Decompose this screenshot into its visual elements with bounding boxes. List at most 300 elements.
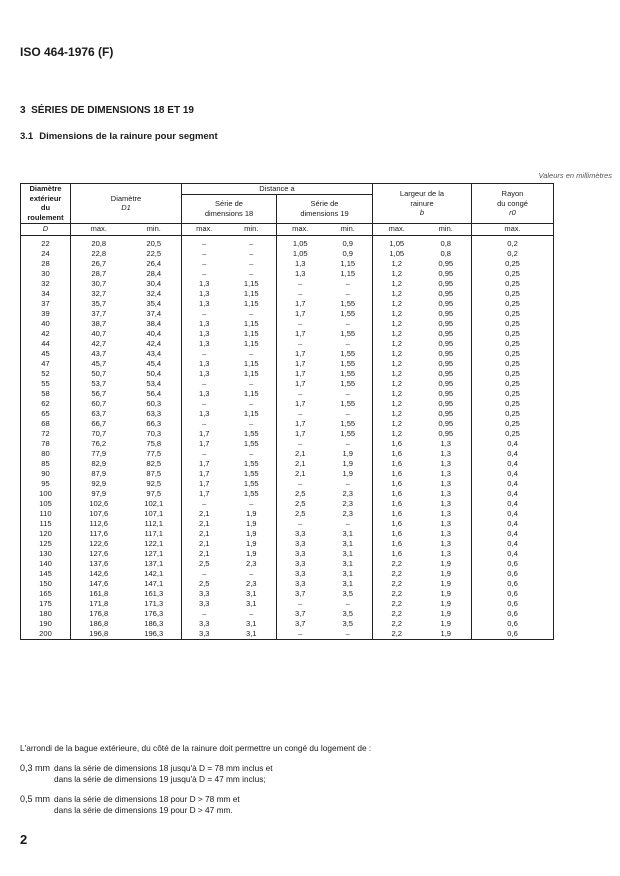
table-cell: 1,3	[421, 539, 472, 549]
note-item	[20, 794, 540, 816]
table-cell: 0,95	[421, 339, 472, 349]
subsection-number: 3.1	[20, 131, 34, 142]
table-cell: 1,55	[227, 439, 277, 449]
table-cell: –	[324, 519, 373, 529]
table-cell: 1,7	[198, 459, 210, 468]
table-cell: –	[324, 289, 373, 299]
subheader-cell: max.	[182, 223, 227, 235]
table-row	[21, 319, 554, 329]
table-cell: 62	[21, 399, 71, 409]
table-cell: 50,4	[127, 369, 182, 379]
subheader-cell: max.	[71, 223, 127, 235]
table-row	[21, 489, 554, 499]
table-cell: 2,5	[294, 489, 306, 498]
table-cell: 70,7	[91, 429, 107, 438]
subheader-cell: min.	[127, 223, 182, 235]
table-cell: 0,25	[505, 359, 520, 368]
table-cell: –	[202, 609, 207, 618]
table-cell: 117,1	[127, 529, 182, 539]
table-cell: 171,8	[89, 599, 109, 608]
table-cell: 1,55	[324, 369, 373, 379]
table-cell: –	[298, 389, 303, 398]
table-cell: –	[202, 249, 207, 258]
table-cell: 2,1	[198, 519, 210, 528]
table-row	[21, 259, 554, 269]
table-cell: 1,7	[294, 379, 306, 388]
table-cell: 66,3	[127, 419, 182, 429]
table-cell: 2,1	[294, 459, 306, 468]
table-cell: 1,55	[227, 479, 277, 489]
header-distance: Distance a	[182, 184, 373, 195]
table-cell: 1,7	[294, 369, 306, 378]
table-cell: 3,3	[198, 599, 210, 608]
table-cell: –	[298, 599, 303, 608]
table-cell: 1,7	[198, 489, 210, 498]
table-cell: 1,2	[391, 269, 403, 278]
document-id: ISO 464-1976 (F)	[20, 45, 114, 59]
table-cell: 1,05	[389, 239, 405, 248]
table-cell: 1,2	[391, 289, 403, 298]
table-cell: 0,8	[421, 249, 472, 259]
table-cell: 0,25	[505, 409, 520, 418]
table-cell: –	[227, 309, 277, 319]
table-cell: –	[324, 439, 373, 449]
table-cell: 1,55	[324, 299, 373, 309]
table-cell: 2,1	[198, 509, 210, 518]
table-cell: 92,9	[91, 479, 107, 488]
table-cell: 3,1	[324, 559, 373, 569]
table-cell: 200	[21, 629, 71, 640]
table-row	[21, 539, 554, 549]
table-cell: 1,6	[391, 499, 403, 508]
table-cell: 2,1	[294, 469, 306, 478]
table-cell: 0,25	[505, 429, 520, 438]
table-cell: 0,95	[421, 429, 472, 439]
table-cell: 165	[21, 589, 71, 599]
table-cell: 1,15	[227, 359, 277, 369]
table-cell: 3,3	[294, 579, 306, 588]
table-cell: –	[298, 339, 303, 348]
table-cell: 37,7	[91, 309, 107, 318]
table-cell: 28,4	[127, 269, 182, 279]
table-cell: 196,3	[127, 629, 182, 640]
table-cell: 1,2	[391, 399, 403, 408]
table-cell: 117,6	[89, 529, 108, 538]
table-cell: 0,95	[421, 379, 472, 389]
table-cell: 0,25	[505, 389, 520, 398]
table-cell: 26,7	[91, 259, 107, 268]
table-cell: 2,3	[324, 509, 373, 519]
table-cell: 127,1	[127, 549, 182, 559]
table-cell: 63,7	[91, 409, 107, 418]
table-cell: 3,1	[324, 529, 373, 539]
table-cell: 110	[21, 509, 71, 519]
table-cell: 1,2	[391, 419, 403, 428]
table-cell: 0,25	[505, 419, 520, 428]
table-cell: 87,9	[91, 469, 107, 478]
table-cell: 76,2	[91, 439, 107, 448]
table-cell: 2,2	[391, 589, 403, 598]
table-cell: –	[227, 259, 277, 269]
table-cell: 0,9	[324, 235, 373, 249]
table-cell: 3,3	[198, 589, 210, 598]
table-row	[21, 499, 554, 509]
table-cell: 1,7	[198, 469, 210, 478]
table-cell: 1,6	[391, 509, 403, 518]
table-cell: 1,3	[198, 409, 210, 418]
table-cell: –	[202, 239, 207, 248]
table-cell: 1,9	[227, 529, 277, 539]
table-cell: 1,2	[391, 309, 403, 318]
subsection-title-text: Dimensions de la rainure pour segment	[39, 131, 218, 142]
table-cell: 1,2	[391, 379, 403, 388]
table-cell: 0,25	[505, 299, 520, 308]
header-series-18: Série de dimensions 18	[182, 194, 277, 223]
table-cell: 1,3	[421, 519, 472, 529]
table-cell: 22	[21, 235, 71, 249]
table-cell: 1,2	[391, 369, 403, 378]
note-value: 0,3 mm	[20, 763, 51, 773]
table-cell: 22,8	[91, 249, 107, 258]
table-cell: 1,55	[227, 469, 277, 479]
table-cell: 3,1	[324, 539, 373, 549]
table-cell: 1,6	[391, 439, 403, 448]
table-cell: 171,3	[127, 599, 182, 609]
table-row	[21, 279, 554, 289]
table-cell: 1,2	[391, 349, 403, 358]
table-cell: 0,25	[505, 269, 520, 278]
table-cell: 52	[21, 369, 71, 379]
table-cell: 1,3	[421, 489, 472, 499]
table-row	[21, 419, 554, 429]
table-cell: 3,5	[324, 609, 373, 619]
table-cell: 1,3	[198, 329, 210, 338]
table-cell: 68	[21, 419, 71, 429]
table-cell: 3,5	[324, 619, 373, 629]
table-cell: 0,95	[421, 269, 472, 279]
header-fillet-radius: Rayon du congé r0	[472, 184, 554, 224]
table-row	[21, 629, 554, 640]
table-cell: 0,95	[421, 409, 472, 419]
table-cell: 0,25	[505, 369, 520, 378]
table-cell: 34	[21, 289, 71, 299]
table-cell: –	[202, 419, 207, 428]
table-row	[21, 299, 554, 309]
table-cell: 0,4	[507, 449, 518, 458]
header-groove-width: Largeur de la rainure b	[373, 184, 472, 224]
table-cell: 1,9	[227, 539, 277, 549]
table-cell: 78	[21, 439, 71, 449]
table-cell: –	[202, 259, 207, 268]
table-cell: 3,1	[227, 589, 277, 599]
table-cell: 47	[21, 359, 71, 369]
table-cell: 1,2	[391, 319, 403, 328]
table-cell: 1,9	[421, 619, 472, 629]
table-cell: 0,25	[505, 319, 520, 328]
table-cell: 53,7	[91, 379, 107, 388]
table-cell: 35,4	[127, 299, 182, 309]
table-cell: 40,7	[91, 329, 107, 338]
note-item	[20, 763, 540, 785]
table-row	[21, 269, 554, 279]
table-cell: 1,3	[421, 509, 472, 519]
table-cell: 1,3	[198, 319, 210, 328]
table-cell: 40	[21, 319, 71, 329]
table-cell: 1,05	[292, 239, 308, 248]
table-cell: 2,5	[198, 559, 210, 568]
table-cell: 0,4	[507, 509, 518, 518]
table-cell: 0,4	[507, 529, 518, 538]
table-cell: 0,25	[505, 349, 520, 358]
table-cell: 2,2	[391, 579, 403, 588]
table-cell: –	[202, 449, 207, 458]
table-cell: 1,3	[294, 259, 306, 268]
table-cell: 45	[21, 349, 71, 359]
table-cell: 97,9	[91, 489, 107, 498]
table-cell: 0,4	[507, 459, 518, 468]
table-cell: 3,3	[294, 549, 306, 558]
table-cell: 3,7	[294, 619, 306, 628]
table-cell: 137,1	[127, 559, 182, 569]
table-cell: 0,6	[507, 629, 518, 638]
table-cell: 1,15	[227, 389, 277, 399]
table-cell: 1,55	[324, 309, 373, 319]
table-cell: 1,9	[421, 559, 472, 569]
header-d1: Diamètre D1	[71, 184, 182, 224]
table-cell: 3,5	[324, 589, 373, 599]
note-lines: dans la série de dimensions 18 jusqu'à D = 78 mm inclus et dans la série de dimensions 19 jusqu'à D = 47 mm inclus;	[54, 763, 273, 784]
table-cell: 0,95	[421, 289, 472, 299]
table-cell: –	[298, 629, 303, 638]
note-lines: dans la série de dimensions 18 pour D > 78 mm et dans la série de dimensions 19 pour D > 47 mm.	[54, 794, 240, 815]
table-cell: 2,2	[391, 629, 403, 638]
table-cell: 1,3	[421, 499, 472, 509]
table-cell: 2,2	[391, 599, 403, 608]
table-cell: 2,1	[294, 449, 306, 458]
table-row	[21, 599, 554, 609]
table-cell: 0,95	[421, 369, 472, 379]
table-cell: 72	[21, 429, 71, 439]
table-cell: 190	[21, 619, 71, 629]
table-cell: 1,3	[294, 269, 306, 278]
table-row	[21, 459, 554, 469]
table-cell: 2,2	[391, 569, 403, 578]
table-row	[21, 429, 554, 439]
table-cell: 28	[21, 259, 71, 269]
table-cell: –	[227, 399, 277, 409]
table-cell: 3,1	[227, 629, 277, 640]
table-cell: 1,55	[324, 429, 373, 439]
table-cell: 45,7	[91, 359, 107, 368]
table-cell: 30,4	[127, 279, 182, 289]
table-cell: 142,1	[127, 569, 182, 579]
table-cell: 24	[21, 249, 71, 259]
table-cell: –	[324, 629, 373, 640]
table-cell: 3,3	[198, 629, 210, 638]
table-cell: 112,1	[127, 519, 182, 529]
table-row	[21, 589, 554, 599]
table-cell: 107,6	[89, 509, 109, 518]
table-cell: 0,4	[507, 549, 518, 558]
table-cell: 1,3	[198, 289, 210, 298]
table-cell: 1,3	[421, 479, 472, 489]
table-cell: 1,2	[391, 359, 403, 368]
table-cell: 196,8	[89, 629, 109, 638]
table-cell: 1,9	[421, 589, 472, 599]
table-cell: 60,3	[127, 399, 182, 409]
table-cell: 0,6	[507, 579, 518, 588]
table-cell: 1,55	[227, 429, 277, 439]
table-cell: 0,25	[505, 259, 520, 268]
table-cell: 130	[21, 549, 71, 559]
table-row	[21, 439, 554, 449]
table-cell: 22,5	[127, 249, 182, 259]
table-cell: 2,1	[198, 549, 210, 558]
table-cell: 2,5	[198, 579, 210, 588]
table-row	[21, 509, 554, 519]
table-cell: 56,4	[127, 389, 182, 399]
table-cell: 1,9	[324, 469, 373, 479]
table-cell: 1,15	[227, 409, 277, 419]
table-cell: 2,2	[391, 609, 403, 618]
table-cell: 1,7	[198, 429, 210, 438]
table-cell: 1,7	[294, 399, 306, 408]
table-cell: –	[202, 309, 207, 318]
subheader-cell: min.	[227, 223, 277, 235]
table-row	[21, 529, 554, 539]
table-cell: 105	[21, 499, 71, 509]
table-cell: 161,3	[127, 589, 182, 599]
table-cell: 55	[21, 379, 71, 389]
table-cell: 2,5	[294, 499, 306, 508]
table-cell: 1,55	[324, 359, 373, 369]
table-cell: 1,6	[391, 519, 403, 528]
table-cell: 1,7	[294, 429, 306, 438]
table-row	[21, 359, 554, 369]
table-cell: 186,8	[89, 619, 109, 628]
table-cell: 3,3	[294, 569, 306, 578]
table-cell: 1,15	[227, 289, 277, 299]
table-row	[21, 619, 554, 629]
table-cell: 0,25	[505, 279, 520, 288]
table-cell: –	[227, 449, 277, 459]
table-row	[21, 569, 554, 579]
table-cell: 1,3	[198, 369, 210, 378]
table-cell: 1,7	[198, 439, 210, 448]
table-cell: 0,4	[507, 489, 518, 498]
table-cell: 75,8	[127, 439, 182, 449]
table-cell: 1,6	[391, 549, 403, 558]
table-cell: 80	[21, 449, 71, 459]
table-cell: 1,2	[391, 279, 403, 288]
header-outer-diameter: Diamètre extérieur du roulement	[21, 184, 71, 224]
table-cell: 66,7	[91, 419, 107, 428]
subheader-cell: max.	[277, 223, 324, 235]
table-cell: 1,6	[391, 479, 403, 488]
table-cell: 70,3	[127, 429, 182, 439]
table-cell: 30,7	[91, 279, 107, 288]
table-cell: 39	[21, 309, 71, 319]
table-cell: 2,2	[391, 559, 403, 568]
table-cell: 0,6	[507, 599, 518, 608]
table-cell: 0,95	[421, 329, 472, 339]
table-cell: 115	[21, 519, 71, 529]
table-cell: 0,25	[505, 379, 520, 388]
table-cell: 1,2	[391, 429, 403, 438]
header-series-19: Série de dimensions 19	[277, 194, 373, 223]
table-cell: 3,7	[294, 609, 306, 618]
table-cell: 1,9	[421, 609, 472, 619]
table-cell: 102,1	[127, 499, 182, 509]
table-cell: 90	[21, 469, 71, 479]
table-cell: 1,2	[391, 389, 403, 398]
table-row	[21, 329, 554, 339]
table-cell: 0,95	[421, 259, 472, 269]
table-row	[21, 379, 554, 389]
table-cell: 0,95	[421, 279, 472, 289]
table-cell: –	[324, 279, 373, 289]
table-cell: 1,3	[198, 299, 210, 308]
table-cell: 65	[21, 409, 71, 419]
table-cell: 1,6	[391, 539, 403, 548]
table-cell: 142,6	[89, 569, 109, 578]
table-cell: 1,55	[324, 349, 373, 359]
table-cell: 0,4	[507, 479, 518, 488]
table-cell: 42	[21, 329, 71, 339]
table-cell: 102,6	[89, 499, 109, 508]
table-cell: 32,4	[127, 289, 182, 299]
table-cell: 1,7	[294, 349, 306, 358]
table-cell: 0,4	[507, 539, 518, 548]
table-row	[21, 479, 554, 489]
subsection-title	[20, 131, 218, 142]
table-cell: 37,4	[127, 309, 182, 319]
table-cell: 0,6	[507, 569, 518, 578]
table-cell: 0,95	[421, 419, 472, 429]
table-cell: 1,55	[324, 399, 373, 409]
table-row	[21, 559, 554, 569]
table-cell: 1,55	[227, 459, 277, 469]
table-cell: 26,4	[127, 259, 182, 269]
dimensions-table	[20, 183, 554, 640]
table-cell: 2,1	[198, 529, 210, 538]
table-cell: 1,15	[324, 269, 373, 279]
table-cell: 82,5	[127, 459, 182, 469]
table-cell: –	[227, 609, 277, 619]
table-cell: 2,3	[324, 489, 373, 499]
table-body	[21, 235, 554, 640]
table-cell: 1,3	[198, 389, 210, 398]
table-row	[21, 309, 554, 319]
table-cell: 1,05	[389, 249, 405, 258]
table-cell: 0,9	[324, 249, 373, 259]
table-cell: 3,1	[324, 549, 373, 559]
table-cell: 127,6	[89, 549, 109, 558]
table-cell: 2,1	[198, 539, 210, 548]
table-cell: 0,4	[507, 439, 518, 448]
table-cell: 1,15	[227, 369, 277, 379]
table-cell: 0,8	[421, 235, 472, 249]
table-cell: 3,7	[294, 589, 306, 598]
table-cell: 0,6	[507, 589, 518, 598]
table-cell: 32	[21, 279, 71, 289]
table-cell: 2,5	[294, 509, 306, 518]
table-cell: 1,3	[421, 459, 472, 469]
table-cell: 1,7	[294, 329, 306, 338]
table-cell: 38,4	[127, 319, 182, 329]
table-cell: –	[324, 599, 373, 609]
table-cell: 1,15	[227, 329, 277, 339]
